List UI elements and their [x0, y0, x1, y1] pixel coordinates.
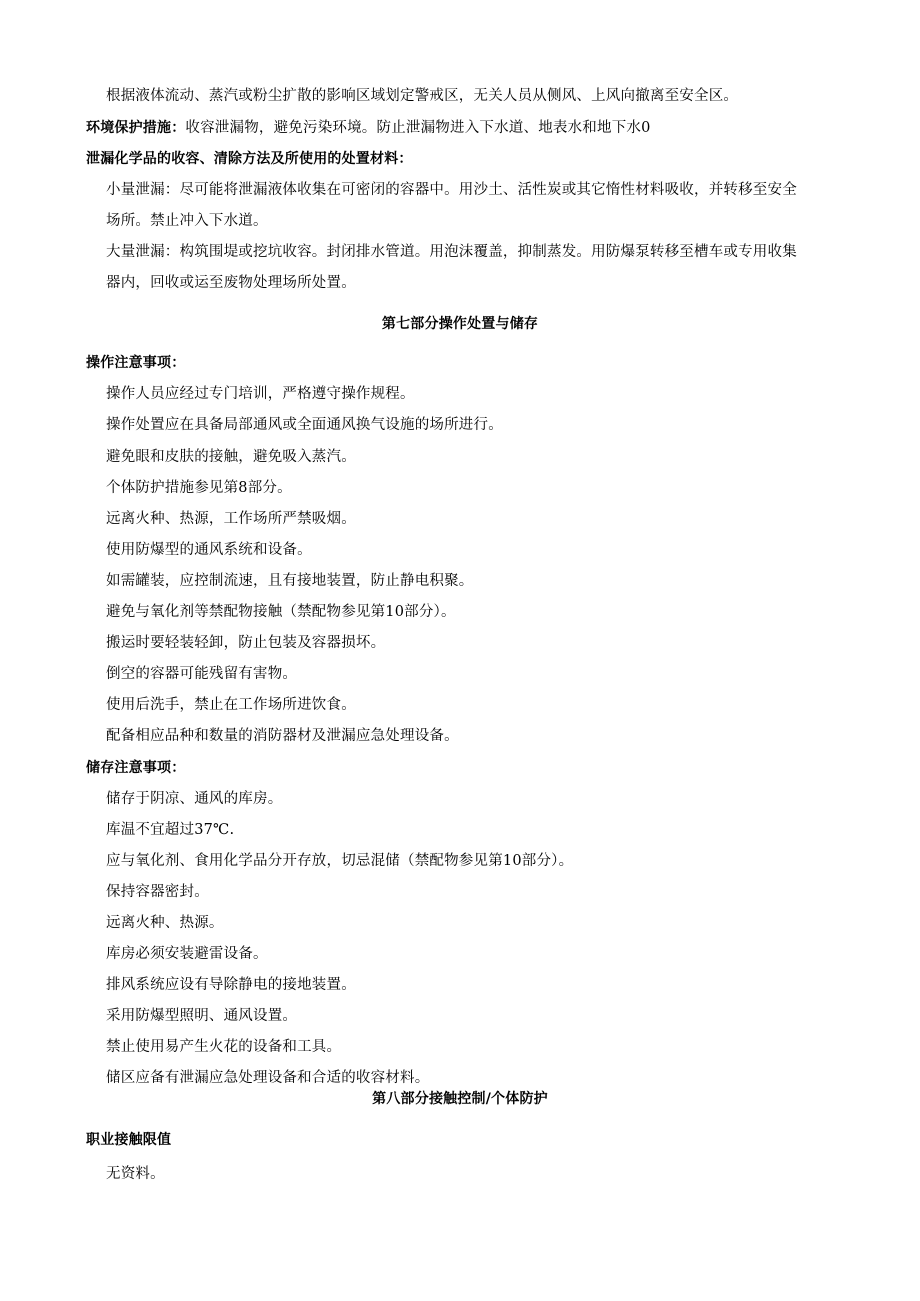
handling-item: 使用防爆型的通风系统和设备。 [106, 542, 312, 558]
small-spill-line-1: 小量泄漏：尽可能将泄漏液体收集在可密闭的容器中。用沙土、活性炭或其它惰性材料吸收，并转移至安全 [106, 182, 797, 198]
handling-item: 操作人员应经过专门培训，严格遵守操作规程。 [106, 386, 415, 402]
storage-item: 远离火种、热源。 [106, 915, 224, 931]
cleanup-methods-heading: 泄漏化学品的收容、清除方法及所使用的处置材料： [86, 151, 413, 167]
handling-precautions-heading: 操作注意事项： [86, 355, 186, 371]
storage-item: 储区应备有泄漏应急处理设备和合适的收容材料。 [106, 1070, 430, 1086]
environmental-protection-text: 收容泄漏物，避免污染环境。防止泄漏物进入下水道、地表水和地下水0 [185, 120, 651, 136]
occupational-exposure-limits-heading: 职业接触限值 [86, 1132, 172, 1148]
handling-item: 远离火种、热源，工作场所严禁吸烟。 [106, 511, 356, 527]
storage-item: 储存于阴凉、通风的库房。 [106, 791, 283, 807]
occupational-exposure-limits-text: 无资料。 [106, 1166, 165, 1182]
small-spill-line-2: 场所。禁止冲入下水道。 [106, 213, 268, 229]
storage-item: 库温不宜超过37℃. [106, 822, 235, 838]
storage-item: 应与氧化剂、食用化学品分开存放，切忌混储（禁配物参见第10部分）。 [106, 853, 574, 869]
section-8-title: 第八部分接触控制/个体防护 [372, 1091, 548, 1107]
environmental-protection-line [86, 118, 834, 138]
storage-item: 禁止使用易产生火花的设备和工具。 [106, 1039, 342, 1055]
storage-item: 保持容器密封。 [106, 884, 209, 900]
handling-item: 配备相应品种和数量的消防器材及泄漏应急处理设备。 [106, 728, 459, 744]
large-spill-line-1: 大量泄漏：构筑围堤或挖坑收容。封闭排水管道。用泡沫覆盖，抑制蒸发。用防爆泵转移至槽车或专用收集 [106, 244, 797, 260]
storage-item: 库房必须安装避雷设备。 [106, 946, 268, 962]
storage-item: 排风系统应设有导除静电的接地装置。 [106, 977, 356, 993]
section-7-title: 第七部分操作处置与储存 [381, 316, 539, 332]
handling-item: 使用后洗手，禁止在工作场所进饮食。 [106, 697, 356, 713]
handling-item: 搬运时要轻装轻卸，防止包装及容器损坏。 [106, 635, 386, 651]
handling-item: 个体防护措施参见第8部分。 [106, 480, 292, 496]
handling-item: 避免与氧化剂等禁配物接触（禁配物参见第10部分）。 [106, 604, 456, 620]
handling-item: 倒空的容器可能残留有害物。 [106, 666, 298, 682]
handling-item: 操作处置应在具备局部通风或全面通风换气设施的场所进行。 [106, 417, 503, 433]
evacuation-paragraph: 根据液体流动、蒸汽或粉尘扩散的影响区域划定警戒区，无关人员从侧风、上风向撤离至安全区。 [106, 88, 739, 104]
large-spill-line-2: 器内，回收或运至废物处理场所处置。 [106, 275, 356, 291]
handling-item: 避免眼和皮肤的接触，避免吸入蒸汽。 [106, 449, 356, 465]
storage-item: 采用防爆型照明、通风设置。 [106, 1008, 298, 1024]
environmental-protection-label: 环境保护措施： [86, 120, 186, 136]
storage-precautions-heading: 储存注意事项： [86, 760, 186, 776]
handling-item: 如需罐装，应控制流速，且有接地装置，防止静电积聚。 [106, 573, 474, 589]
